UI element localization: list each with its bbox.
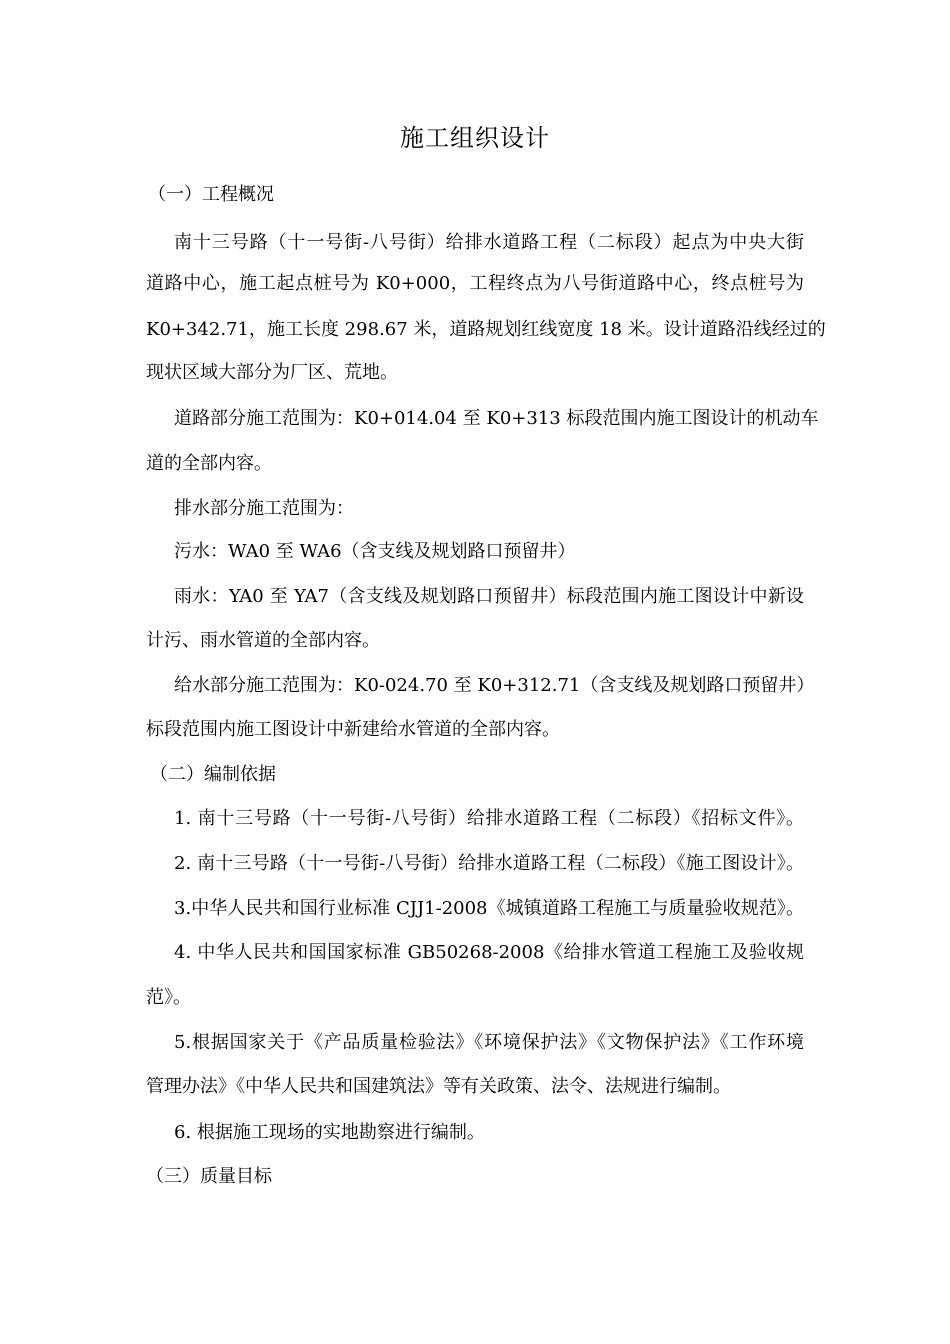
- paragraph-line: 现状区域大部分为厂区、荒地。: [146, 362, 398, 383]
- paragraph-line: 标段范围内施工图设计中新建给水管道的全部内容。: [146, 719, 560, 740]
- list-item: 2. 南十三号路（十一号街-八号街）给排水道路工程（二标段）《施工图设计》。: [174, 853, 804, 874]
- paragraph-line: 计污、雨水管道的全部内容。: [146, 630, 380, 651]
- list-item-continuation: 范》。: [146, 987, 191, 1008]
- paragraph-line: 道的全部内容。: [146, 453, 272, 474]
- list-item-continuation: 管理办法》《中华人民共和国建筑法》等有关政策、法令、法规进行编制。: [146, 1076, 731, 1097]
- paragraph-line: 污水：WA0 至 WA6（含支线及规划路口预留井）: [174, 541, 576, 562]
- page-title: 施工组织设计: [400, 124, 550, 152]
- section-heading-quality: （三）质量目标: [146, 1166, 272, 1187]
- paragraph-line: 道路部分施工范围为：K0+014.04 至 K0+313 标段范围内施工图设计的机动车: [174, 408, 819, 429]
- paragraph-line: 给水部分施工范围为：K0-024.70 至 K0+312.71（含支线及规划路口预留井）: [174, 675, 815, 696]
- list-item: 6. 根据施工现场的实地勘察进行编制。: [174, 1122, 485, 1143]
- list-item: 5.根据国家关于《产品质量检验法》《环境保护法》《文物保护法》《工作环境: [174, 1032, 804, 1053]
- list-item: 1. 南十三号路（十一号街-八号街）给排水道路工程（二标段）《招标文件》。: [174, 808, 804, 829]
- list-item: 3.中华人民共和国行业标准 CJJ1-2008《城镇道路工程施工与质量验收规范》。: [174, 898, 804, 919]
- section-heading-basis: （二）编制依据: [150, 764, 276, 785]
- paragraph-line: 雨水：YA0 至 YA7（含支线及规划路口预留井）标段范围内施工图设计中新设: [174, 586, 804, 607]
- paragraph-line: 道路中心，施工起点桩号为 K0+000，工程终点为八号街道路中心，终点桩号为: [146, 273, 804, 294]
- paragraph-line: 排水部分施工范围为：: [174, 498, 354, 519]
- paragraph-line: K0+342.71，施工长度 298.67 米，道路规划红线宽度 18 米。设计道路沿线经过的: [146, 319, 826, 340]
- section-heading-overview: （一）工程概况: [148, 184, 274, 205]
- paragraph-line: 南十三号路（十一号街-八号街）给排水道路工程（二标段）起点为中央大街: [174, 232, 804, 253]
- list-item: 4. 中华人民共和国国家标准 GB50268-2008《给排水管道工程施工及验收规: [174, 942, 804, 963]
